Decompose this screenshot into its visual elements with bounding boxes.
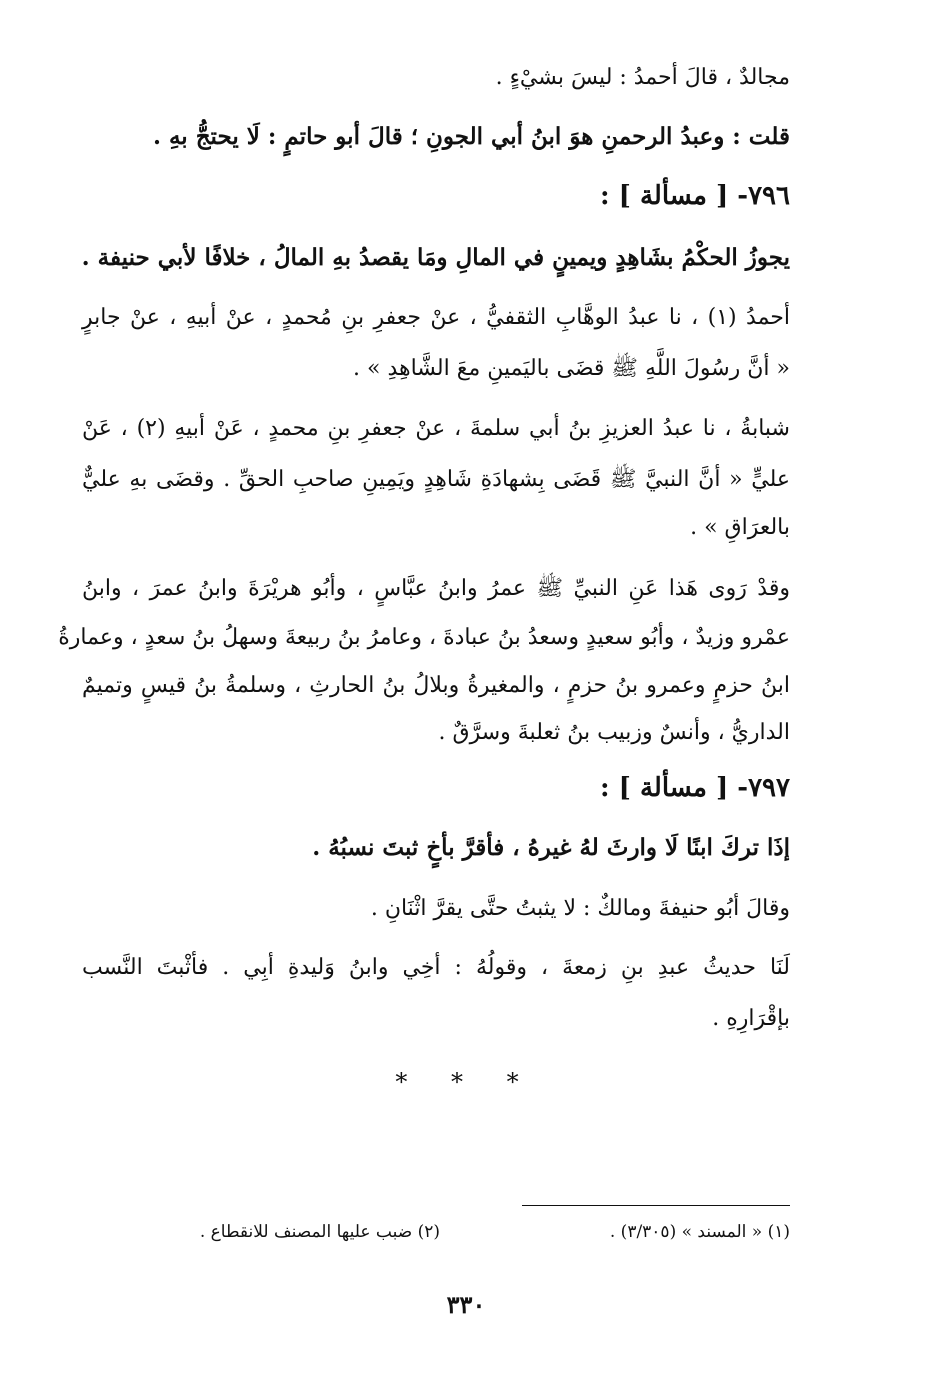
text-line: وقدْ رَوى هَذا عَنِ النبيِّ ﷺ عمرُ وابنُ عبَّاسٍ ، وأبُو هريْرَةَ وابنُ عمرَ ، وابنُ bbox=[82, 576, 790, 601]
text-line: ابنُ حزمٍ وعمرو بنُ حزمٍ ، والمغيرةُ وبلالُ بنُ الحارثِ ، وسلمةُ بنُ قيسٍ وتميمٌ bbox=[82, 673, 790, 698]
footnote-divider bbox=[522, 1205, 790, 1206]
section-separator: * * * bbox=[395, 1068, 537, 1096]
text-line: وقالَ أبُو حنيفةَ ومالكٌ : لا يثبتُ حتَّى يقرَّ اثْنَانِ . bbox=[370, 896, 790, 921]
text-line: بإقْرَارِهِ . bbox=[712, 1006, 790, 1031]
issue-statement: يجوزُ الحكْمُ بشَاهِدٍ ويمينٍ في المالِ ومَا يقصدُ بهِ المالُ ، خلافًا لأبي حنيفة . bbox=[81, 244, 790, 271]
text-line: بالعرَاقِ » . bbox=[690, 515, 790, 540]
text-line: عمْرو وزيدٌ ، وأبُو سعيدٍ وسعدُ بنُ عبادةَ ، وعامرُ بنُ ربيعةَ وسهلُ بنُ سعدٍ ، وعمارةُ bbox=[58, 625, 790, 650]
footnote-1: (١) « المسند » (٣/٣٠٥) . bbox=[609, 1222, 790, 1242]
footnote-2: (٢) ضبب عليها المصنف للانقطاع . bbox=[199, 1222, 440, 1242]
page-number: ٣٣٠ bbox=[446, 1290, 486, 1319]
text-line: لَنَا حديثُ عبدِ بنِ زمعةَ ، وقولُهُ : أخِي وابنُ وَليدةِ أبِي . فأثْبتَ النَّسب bbox=[82, 955, 790, 980]
issue-statement: إذَا تركَ ابنًا لَا وارثَ لهُ غيرهُ ، فأقرَّ بأخٍ ثبتَ نسبُهُ . bbox=[312, 834, 790, 861]
issue-heading: ٧٩٧- [ مسألة ] : bbox=[599, 773, 790, 803]
text-line: « أنَّ رسُولَ اللَّهِ ﷺ قضَى باليَمينِ معَ الشَّاهِدِ » . bbox=[353, 356, 790, 381]
text-line: مجالدٌ ، قالَ أحمدُ : ليسَ بشيْءٍ . bbox=[495, 65, 790, 90]
text-line: أحمدُ (١) ، نا عبدُ الوهَّابِ الثقفيُّ ، عنْ جعفرِ بنِ مُحمدٍ ، عنْ أبيهِ ، عنْ جابرٍ bbox=[82, 305, 791, 330]
text-line: شبابةُ ، نا عبدُ العزيزِ بنُ أبي سلمةَ ، عنْ جعفرِ بنِ محمدٍ ، عَنْ أبيهِ (٢) ، عَنْ bbox=[82, 416, 790, 441]
issue-heading: ٧٩٦- [ مسألة ] : bbox=[599, 181, 790, 211]
text-line: الداريُّ ، وأنسٌ وزبيب بنُ ثعلبةَ وسرَّقٌ . bbox=[438, 720, 790, 745]
text-line: قلت : وعبدُ الرحمنِ هوَ ابنُ أبي الجونِ ؛ قالَ أبو حاتمٍ : لَا يحتجُّ بهِ . bbox=[152, 123, 790, 150]
text-line: عليٍّ « أنَّ النبيَّ ﷺ قَضَى بِشهادَةِ شَاهِدٍ ويَمِينِ صاحبِ الحقِّ . وقضَى بهِ عليٌّ bbox=[82, 467, 790, 492]
